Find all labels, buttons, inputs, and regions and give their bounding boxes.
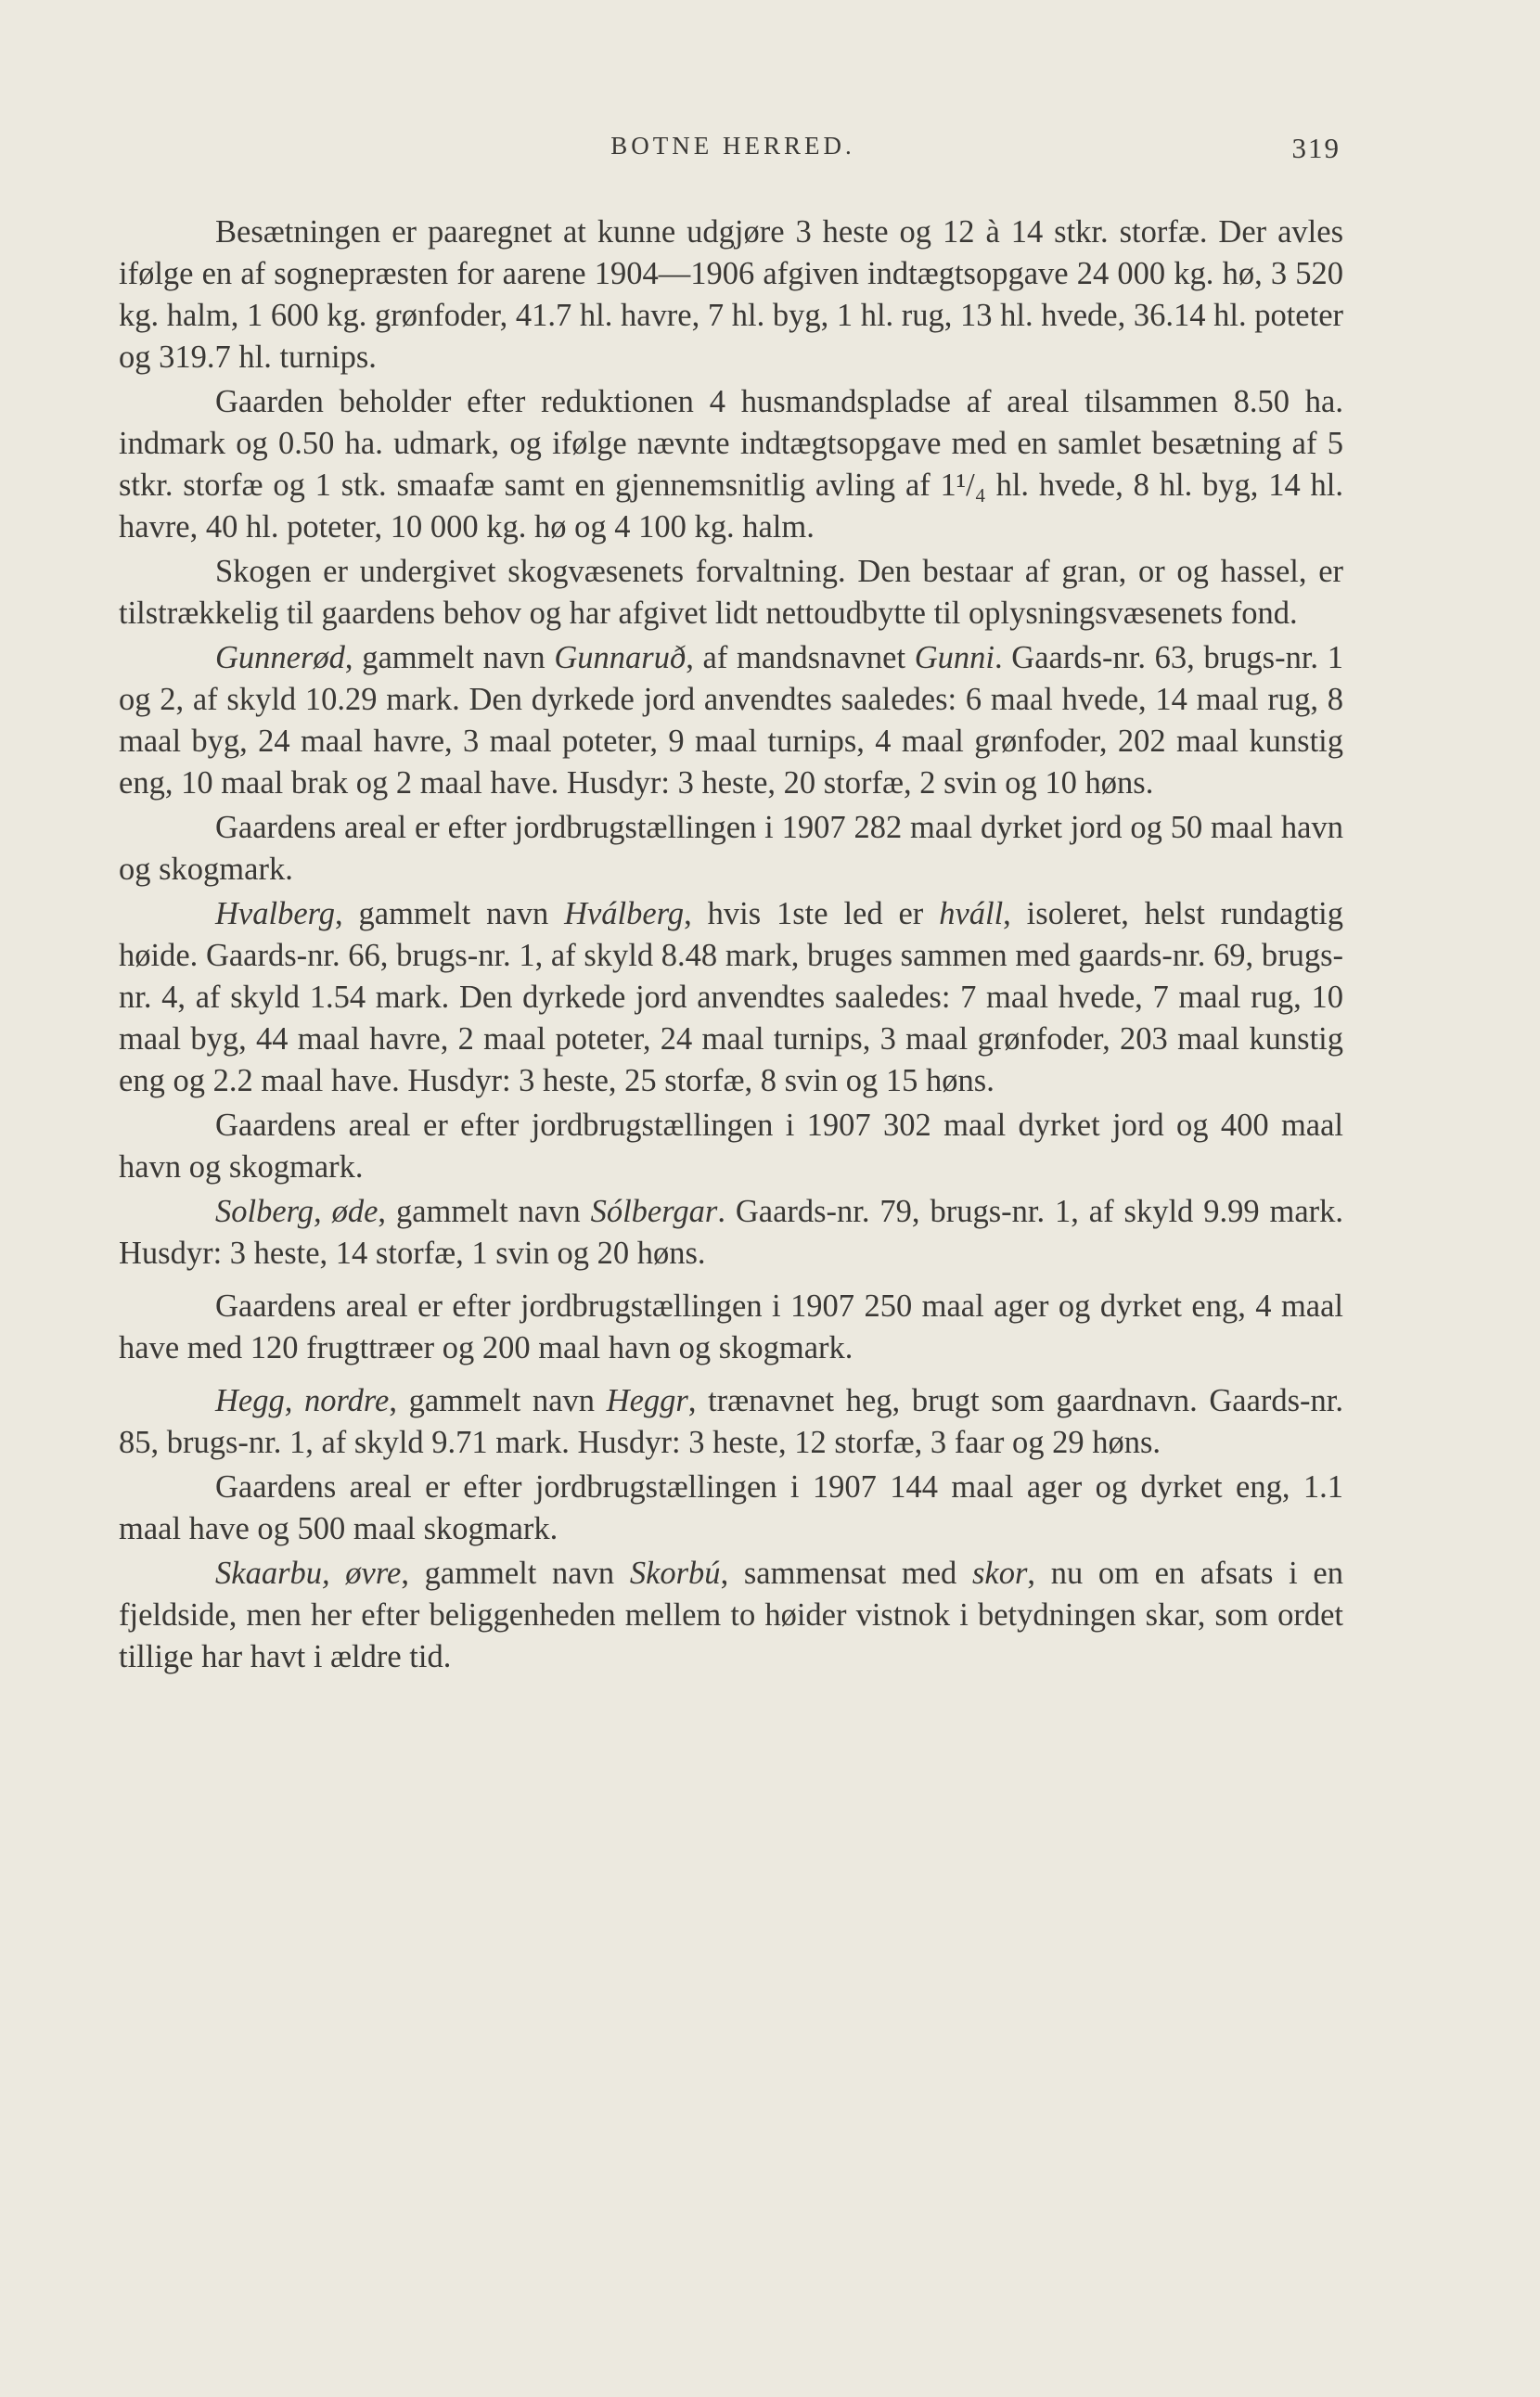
text-run: Gaarden beholder efter reduktionen 4 husmandspladse af areal tilsammen 8.50 ha. indmark og 0.50 ha. udmark, og ifølge nævnte indtægtsopgave med en samlet besætning af 5 stkr. storfæ og 1 stk. smaafæ samt en gjennemsnitlig avling af 1¹/₄ hl. hvede, 8 hl. byg, 14 hl. havre, 40 hl. poteter, 10 000 kg. hø og 4 100 kg. halm. bbox=[119, 384, 1343, 545]
text-run: , gammelt navn bbox=[344, 640, 555, 675]
word-origin: skor bbox=[971, 1556, 1028, 1591]
text-run: , gammelt navn bbox=[401, 1556, 630, 1591]
farm-name: Gunnerød bbox=[215, 640, 345, 675]
page-number: 319 bbox=[1291, 132, 1341, 164]
text-run: Gaardens areal er efter jordbrugstællingen i 1907 282 maal dyrket jord og 50 maal havn og skogmark. bbox=[119, 810, 1343, 887]
old-name: Hválberg bbox=[564, 896, 685, 931]
text-run: Skogen er undergivet skogvæsenets forvaltning. Den bestaar af gran, or og hassel, er tilstrækkelig til gaardens behov og har afgivet lidt nettoudbytte til oplysningsvæsenets fond. bbox=[119, 554, 1343, 631]
paragraph-hvalberg-areal bbox=[119, 1105, 1343, 1188]
paragraph-hvalberg bbox=[119, 893, 1343, 1102]
paragraph-skaarbu bbox=[119, 1553, 1343, 1678]
word-origin: hváll bbox=[939, 896, 1004, 931]
farm-name: Hegg, nordre bbox=[215, 1383, 390, 1418]
text-run: . Gaards-nr. 63, brugs-nr. 1 og 2, af skyld 10.29 mark. Den dyrkede jord anvendtes saaledes: 6 maal hvede, 14 maal rug, 8 maal byg, 24 maal havre, 3 maal poteter, 9 maal turnips, 4 maal grønfoder, 202 maal kunstig eng, 10 maal brak og 2 maal have. Husdyr: 3 heste, 20 storfæ, 2 svin og 10 høns. bbox=[119, 640, 1343, 801]
text-run: Gaardens areal er efter jordbrugstællingen i 1907 250 maal ager og dyrket eng, 4 maal have med 120 frugttræer og 200 maal havn og skogmark. bbox=[119, 1288, 1343, 1365]
text-run: Besætningen er paaregnet at kunne udgjøre 3 heste og 12 à 14 stkr. storfæ. Der avles ifølge en af sognepræsten for aarene 1904—1906 afgiven indtægtsopgave 24 000 kg. hø, 3 520 kg. halm, 1 600 kg. grønfoder, 41.7 hl. havre, 7 hl. byg, 1 hl. rug, 13 hl. hvede, 36.14 hl. poteter og 319.7 hl. turnips. bbox=[119, 214, 1343, 375]
running-head bbox=[125, 132, 1341, 169]
text-run: , sammensat med bbox=[720, 1556, 972, 1591]
text-run: Gaardens areal er efter jordbrugstællingen i 1907 302 maal dyrket jord og 400 maal havn og skogmark. bbox=[119, 1108, 1343, 1185]
text-run: , nu om en afsats i en fjeldside, men her efter beliggenheden mellem to høider vistnok i betydningen skar, som ordet tillige har havt i ældre tid. bbox=[119, 1556, 1343, 1674]
paragraph-skogen bbox=[119, 551, 1343, 634]
text-run: Gaardens areal er efter jordbrugstællingen i 1907 144 maal ager og dyrket eng, 1.1 maal have og 500 maal skogmark. bbox=[119, 1469, 1343, 1546]
paragraph-hegg bbox=[119, 1380, 1343, 1464]
paragraph-husmandspladse bbox=[119, 381, 1343, 548]
paragraph-solberg bbox=[119, 1191, 1343, 1275]
paragraph-gunnerod bbox=[119, 637, 1343, 804]
text-run: . Gaards-nr. 79, brugs-nr. 1, af skyld 9.99 mark. Husdyr: 3 heste, 14 storfæ, 1 svin og 20 høns. bbox=[119, 1194, 1344, 1271]
text-run: , af mandsnavnet bbox=[686, 640, 915, 675]
farm-name: Solberg, øde bbox=[215, 1194, 379, 1229]
old-name: Heggr bbox=[606, 1383, 688, 1418]
old-name: Sólbergar bbox=[590, 1194, 718, 1229]
text-run: , trænavnet heg, brugt som gaardnavn. Gaards-nr. 85, brugs-nr. 1, af skyld 9.71 mark. Husdyr: 3 heste, 12 storfæ, 3 faar og 29 høns. bbox=[119, 1383, 1343, 1460]
text-run: , gammelt navn bbox=[335, 896, 565, 931]
paragraph-hegg-areal bbox=[119, 1467, 1343, 1550]
text-run: , isoleret, helst rundagtig høide. Gaards-nr. 66, brugs-nr. 1, af skyld 8.48 mark, bruges sammen med gaards-nr. 69, brugs-nr. 4, af skyld 1.54 mark. Den dyrkede jord anvendtes saaledes: 7 maal hvede, 7 maal rug, 10 maal byg, 44 maal havre, 2 maal poteter, 24 maal turnips, 3 maal grønfoder, 203 maal kunstig eng og 2.2 maal have. Husdyr: 3 heste, 25 storfæ, 8 svin og 15 høns. bbox=[119, 896, 1343, 1098]
paragraph-solberg-areal bbox=[119, 1286, 1343, 1369]
text-run: , gammelt navn bbox=[389, 1383, 607, 1418]
old-name: Skorbú bbox=[629, 1556, 721, 1591]
text-run: , hvis 1ste led er bbox=[684, 896, 940, 931]
paragraph-livestock bbox=[119, 212, 1343, 378]
text-run: , gammelt navn bbox=[378, 1194, 591, 1229]
farm-name: Hvalberg bbox=[215, 896, 336, 931]
farm-name: Skaarbu, øvre bbox=[215, 1556, 402, 1591]
old-name: Gunnaruð bbox=[554, 640, 687, 675]
paragraph-gunnerod-areal bbox=[119, 807, 1343, 891]
personal-name: Gunni bbox=[914, 640, 995, 675]
body-text bbox=[119, 212, 1343, 1681]
running-title: BOTNE HERRED. bbox=[610, 132, 855, 160]
